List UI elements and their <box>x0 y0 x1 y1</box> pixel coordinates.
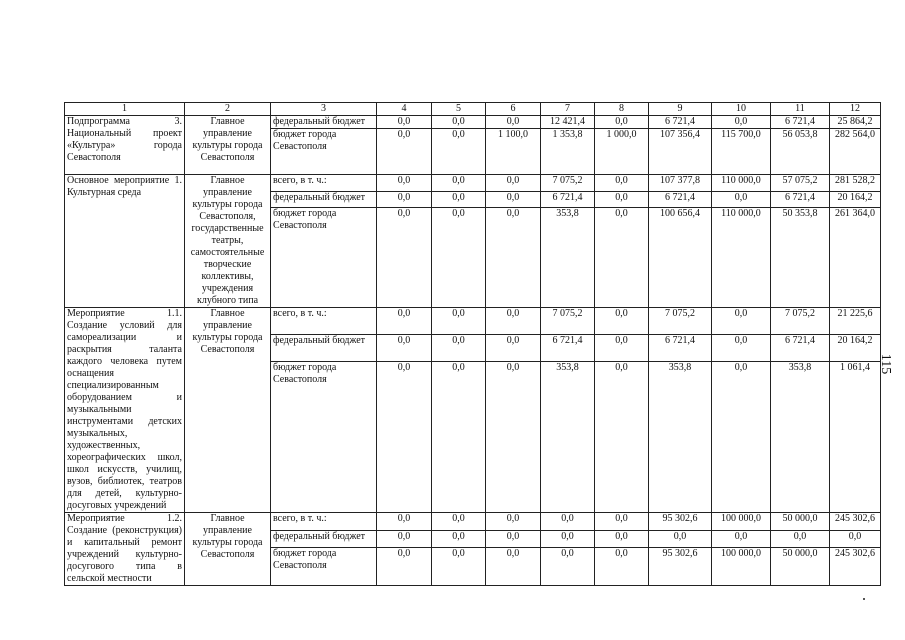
value-cell: 0,0 <box>486 548 541 586</box>
value-cell: 0,0 <box>712 335 771 362</box>
value-cell: 0,0 <box>595 308 649 335</box>
value-cell: 7 075,2 <box>541 175 595 192</box>
value-cell: 0,0 <box>377 335 432 362</box>
value-cell: 95 302,6 <box>649 513 712 531</box>
value-cell: 56 053,8 <box>771 129 830 175</box>
table-row <box>65 116 881 129</box>
value-cell: 0,0 <box>432 308 486 335</box>
value-cell: 6 721,4 <box>771 191 830 208</box>
value-cell: 0,0 <box>377 129 432 175</box>
value-cell: 0,0 <box>595 191 649 208</box>
total-cell: 21 225,6 <box>830 308 881 335</box>
total-cell: 245 302,6 <box>830 548 881 586</box>
program-name: Подпрограмма 3. Национальный проект «Культура» города Севастополя <box>65 116 185 175</box>
value-cell: 0,0 <box>377 362 432 513</box>
total-cell: 261 364,0 <box>830 208 881 308</box>
value-cell: 6 721,4 <box>771 335 830 362</box>
value-cell: 0,0 <box>486 191 541 208</box>
table-row <box>65 175 881 192</box>
total-cell: 245 302,6 <box>830 513 881 531</box>
value-cell: 0,0 <box>486 116 541 129</box>
column-header: 7 <box>541 103 595 116</box>
funding-source: всего, в т. ч.: <box>271 175 377 192</box>
value-cell: 0,0 <box>432 208 486 308</box>
total-cell: 281 528,2 <box>830 175 881 192</box>
funding-source: федеральный бюджет <box>271 116 377 129</box>
total-cell: 25 864,2 <box>830 116 881 129</box>
value-cell: 0,0 <box>377 175 432 192</box>
total-cell: 1 061,4 <box>830 362 881 513</box>
program-name: Мероприятие 1.2. Создание (реконструкция) и капитальный ремонт учреждений культурно-досугового типа в сельской местности <box>65 513 185 586</box>
value-cell: 7 075,2 <box>541 308 595 335</box>
value-cell: 0,0 <box>595 116 649 129</box>
funding-source: всего, в т. ч.: <box>271 513 377 531</box>
value-cell: 0,0 <box>541 513 595 531</box>
value-cell: 6 721,4 <box>649 335 712 362</box>
value-cell: 0,0 <box>595 335 649 362</box>
value-cell: 50 000,0 <box>771 513 830 531</box>
column-header: 12 <box>830 103 881 116</box>
value-cell: 0,0 <box>432 513 486 531</box>
value-cell: 0,0 <box>377 191 432 208</box>
value-cell: 6 721,4 <box>541 191 595 208</box>
value-cell: 0,0 <box>377 513 432 531</box>
table-row <box>65 308 881 335</box>
value-cell: 0,0 <box>432 335 486 362</box>
executor-name: Главное управление культуры города Севастополя <box>185 308 271 513</box>
value-cell: 0,0 <box>595 208 649 308</box>
funding-source: бюджет города Севастополя <box>271 362 377 513</box>
value-cell: 0,0 <box>712 362 771 513</box>
value-cell: 0,0 <box>432 129 486 175</box>
value-cell: 100 656,4 <box>649 208 712 308</box>
value-cell: 1 000,0 <box>595 129 649 175</box>
value-cell: 57 075,2 <box>771 175 830 192</box>
scan-speck <box>863 598 865 600</box>
total-cell: 20 164,2 <box>830 335 881 362</box>
column-header: 9 <box>649 103 712 116</box>
value-cell: 0,0 <box>432 362 486 513</box>
funding-source: бюджет города Севастополя <box>271 208 377 308</box>
value-cell: 0,0 <box>595 362 649 513</box>
value-cell: 100 000,0 <box>712 513 771 531</box>
value-cell: 0,0 <box>541 530 595 548</box>
executor-name: Главное управление культуры города Севастополя <box>185 513 271 586</box>
column-header: 3 <box>271 103 377 116</box>
value-cell: 0,0 <box>771 530 830 548</box>
value-cell: 353,8 <box>541 208 595 308</box>
value-cell: 95 302,6 <box>649 548 712 586</box>
column-header: 10 <box>712 103 771 116</box>
total-cell: 20 164,2 <box>830 191 881 208</box>
total-cell: 282 564,0 <box>830 129 881 175</box>
value-cell: 107 377,8 <box>649 175 712 192</box>
value-cell: 6 721,4 <box>649 116 712 129</box>
value-cell: 107 356,4 <box>649 129 712 175</box>
value-cell: 6 721,4 <box>649 191 712 208</box>
value-cell: 0,0 <box>486 513 541 531</box>
value-cell: 100 000,0 <box>712 548 771 586</box>
total-cell: 0,0 <box>830 530 881 548</box>
funding-source: всего, в т. ч.: <box>271 308 377 335</box>
value-cell: 0,0 <box>432 548 486 586</box>
value-cell: 115 700,0 <box>712 129 771 175</box>
column-header: 5 <box>432 103 486 116</box>
column-header: 4 <box>377 103 432 116</box>
value-cell: 110 000,0 <box>712 175 771 192</box>
value-cell: 0,0 <box>649 530 712 548</box>
value-cell: 0,0 <box>541 548 595 586</box>
program-name: Основное мероприятие 1. Культурная среда <box>65 175 185 308</box>
executor-name: Главное управление культуры города Севастополя <box>185 116 271 175</box>
value-cell: 0,0 <box>486 530 541 548</box>
value-cell: 50 353,8 <box>771 208 830 308</box>
value-cell: 0,0 <box>432 175 486 192</box>
value-cell: 0,0 <box>595 530 649 548</box>
value-cell: 0,0 <box>377 530 432 548</box>
value-cell: 0,0 <box>712 308 771 335</box>
value-cell: 0,0 <box>432 191 486 208</box>
column-header: 6 <box>486 103 541 116</box>
value-cell: 50 000,0 <box>771 548 830 586</box>
program-name: Мероприятие 1.1. Создание условий для самореализации и раскрытия таланта каждого человека путем оснащения специализированным оборудованием и музыкальными инструментами детских музыкальных, художественных, хореографических школ, школ искусств, училищ, вузов, библиотек, театров для детей, культурно-досуговых учреждений <box>65 308 185 513</box>
value-cell: 6 721,4 <box>771 116 830 129</box>
value-cell: 0,0 <box>486 335 541 362</box>
value-cell: 0,0 <box>595 513 649 531</box>
value-cell: 0,0 <box>377 116 432 129</box>
value-cell: 110 000,0 <box>712 208 771 308</box>
funding-source: бюджет города Севастополя <box>271 129 377 175</box>
value-cell: 0,0 <box>432 530 486 548</box>
value-cell: 0,0 <box>486 208 541 308</box>
executor-name: Главное управление культуры города Севастополя, государственные театры, самостоятельные творческие коллективы, учреждения клубного типа <box>185 175 271 308</box>
value-cell: 0,0 <box>377 208 432 308</box>
value-cell: 7 075,2 <box>771 308 830 335</box>
funding-source: федеральный бюджет <box>271 191 377 208</box>
value-cell: 353,8 <box>541 362 595 513</box>
value-cell: 0,0 <box>486 308 541 335</box>
column-number-row <box>65 103 881 116</box>
value-cell: 0,0 <box>486 362 541 513</box>
column-header: 1 <box>65 103 185 116</box>
value-cell: 0,0 <box>595 548 649 586</box>
value-cell: 353,8 <box>649 362 712 513</box>
page-number: 115 <box>878 353 893 375</box>
column-header: 8 <box>595 103 649 116</box>
value-cell: 353,8 <box>771 362 830 513</box>
funding-source: федеральный бюджет <box>271 335 377 362</box>
value-cell: 0,0 <box>486 175 541 192</box>
funding-source: бюджет города Севастополя <box>271 548 377 586</box>
value-cell: 0,0 <box>377 548 432 586</box>
table-row <box>65 513 881 531</box>
value-cell: 1 353,8 <box>541 129 595 175</box>
column-header: 11 <box>771 103 830 116</box>
column-header: 2 <box>185 103 271 116</box>
value-cell: 0,0 <box>712 530 771 548</box>
value-cell: 0,0 <box>712 191 771 208</box>
value-cell: 0,0 <box>712 116 771 129</box>
value-cell: 0,0 <box>595 175 649 192</box>
value-cell: 6 721,4 <box>541 335 595 362</box>
value-cell: 0,0 <box>377 308 432 335</box>
funding-source: федеральный бюджет <box>271 530 377 548</box>
value-cell: 12 421,4 <box>541 116 595 129</box>
value-cell: 7 075,2 <box>649 308 712 335</box>
value-cell: 0,0 <box>432 116 486 129</box>
value-cell: 1 100,0 <box>486 129 541 175</box>
budget-table <box>64 102 881 586</box>
